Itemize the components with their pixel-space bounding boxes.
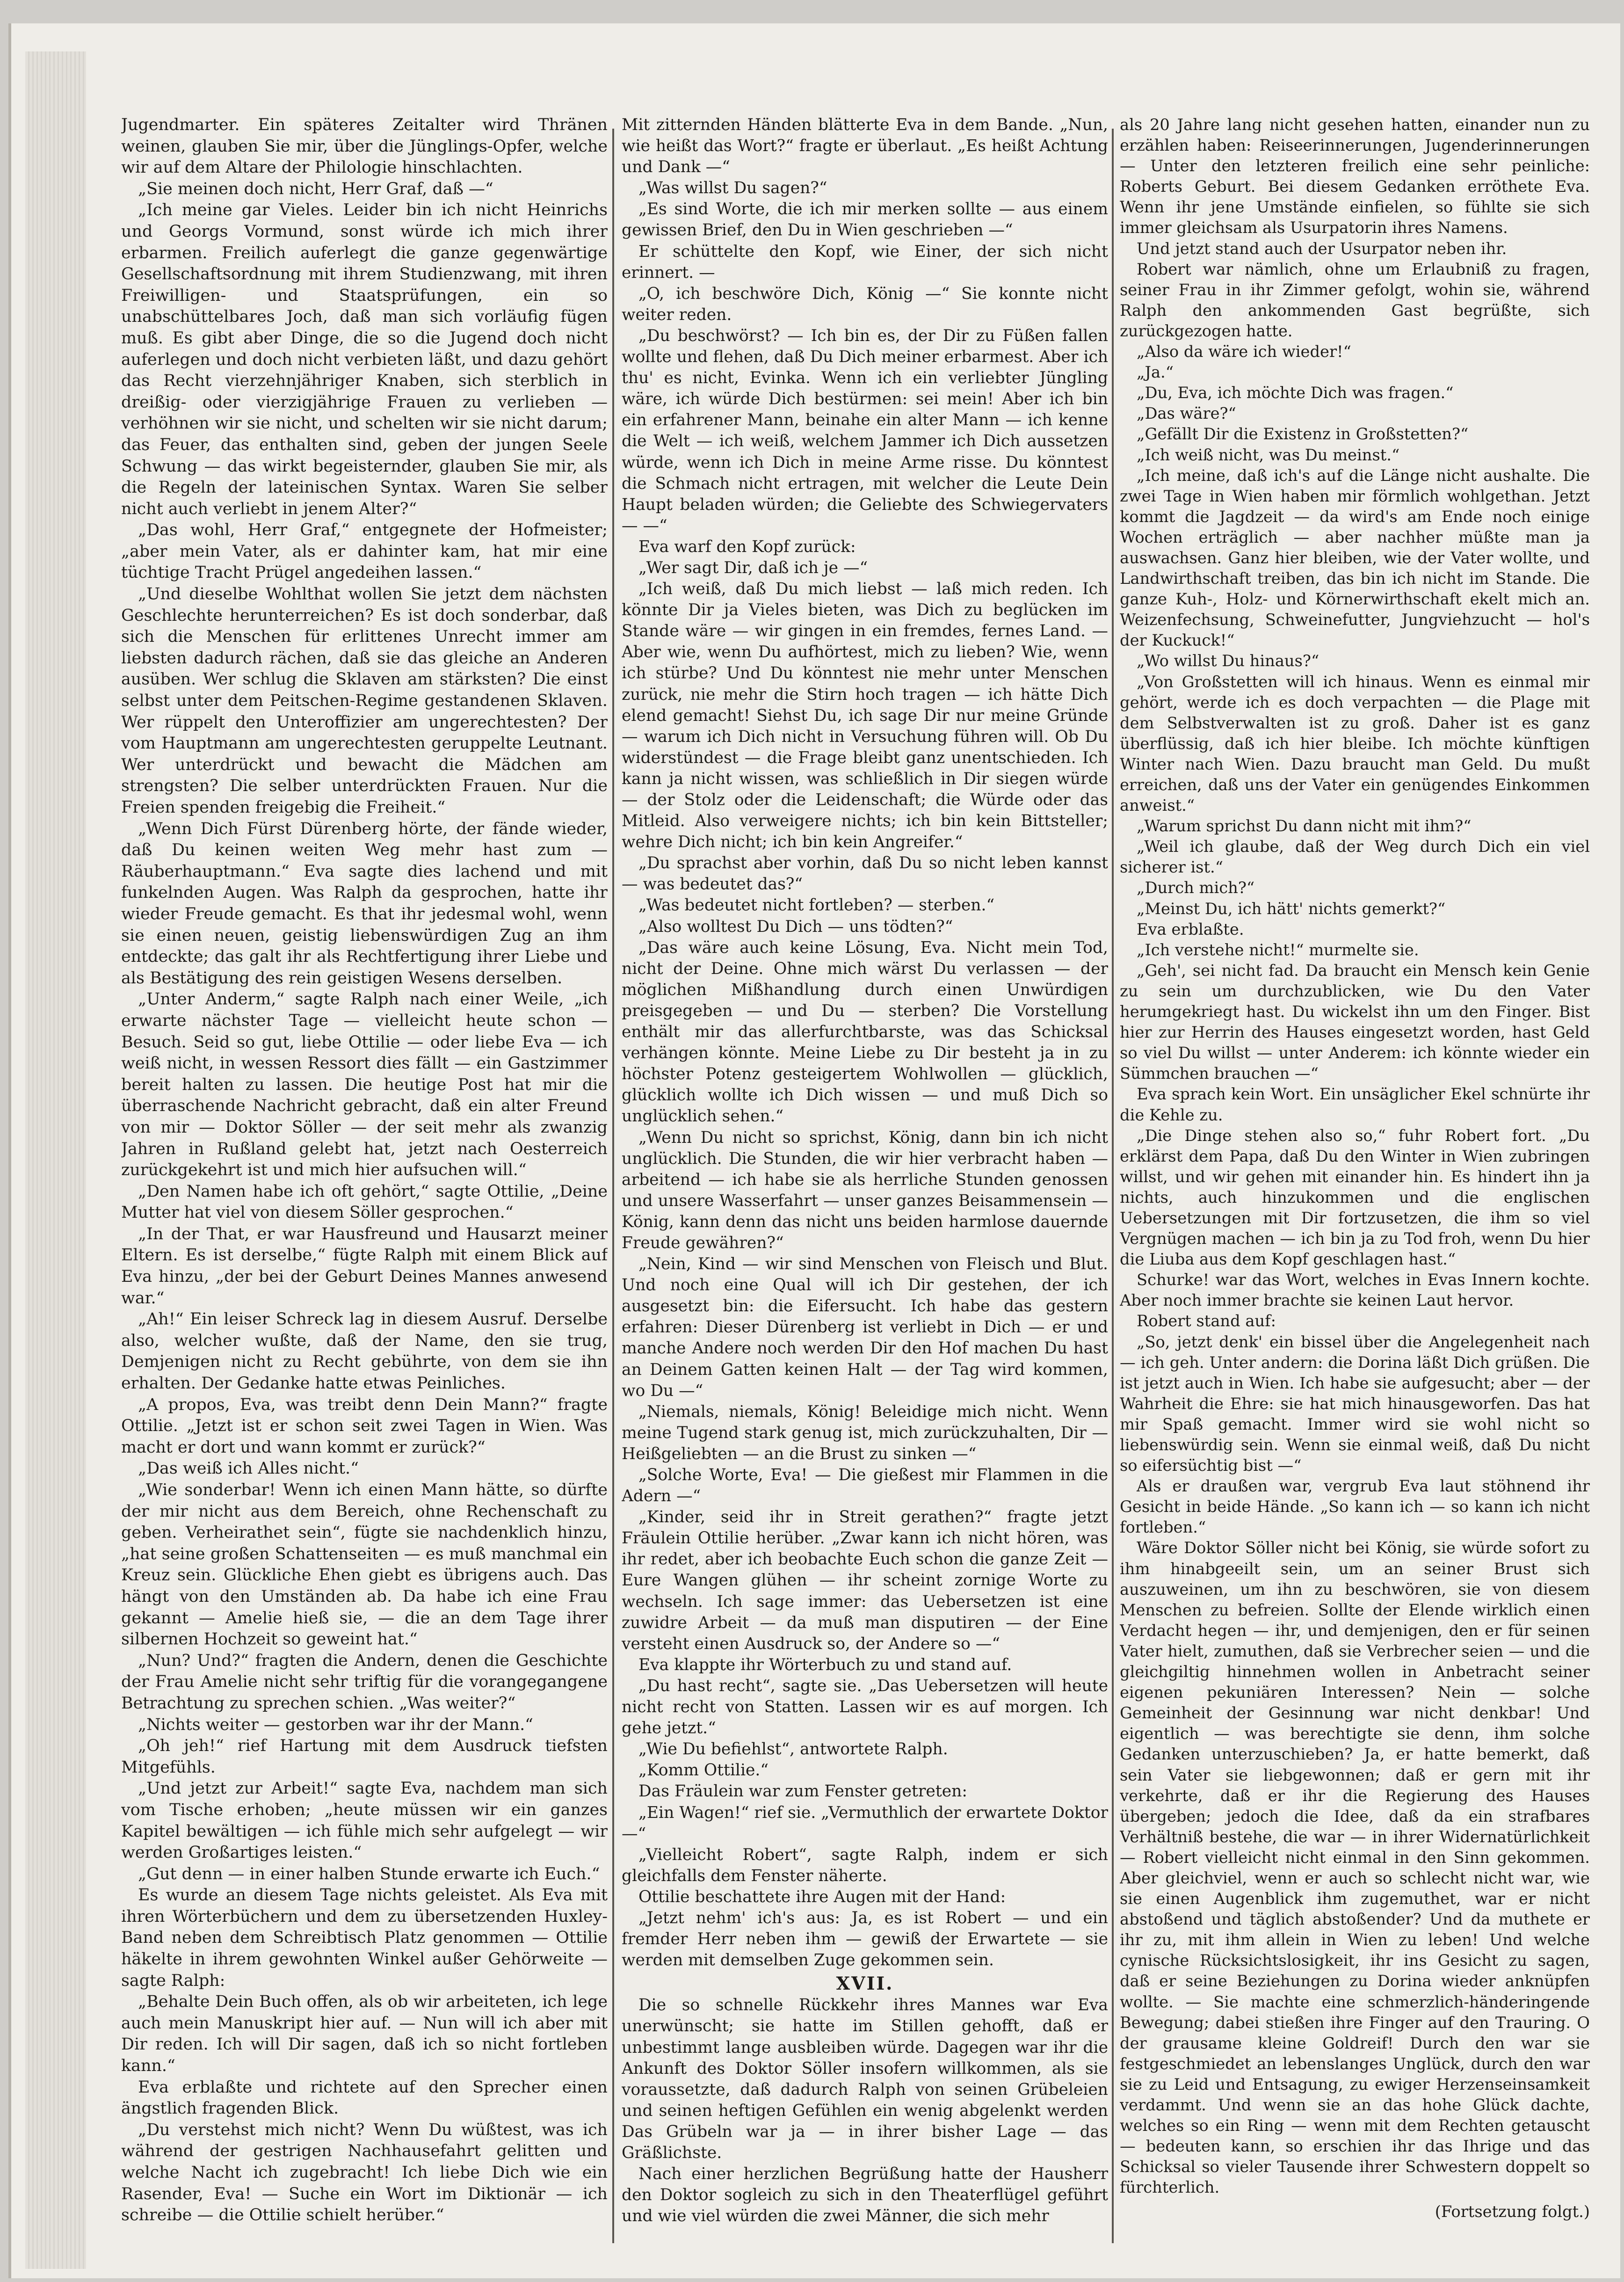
paragraph: Eva erblaßte und richtete auf den Sprecher einen ängstlich fragenden Blick.	[121, 2078, 608, 2118]
paragraph: „Nein, Kind — wir sind Menschen von Fleisch und Blut. Und noch eine Qual will ich Dir gestehen, der ich ausgesetzt bin: die Eifersucht. Ich habe das gestern erfahren: Dieser Dürenberg ist verliebt in Dich — er und manche Andere noch werden Dir den Hof machen Du hast an Deinem Gatten keinen Halt — der Tag wird kommen, wo Du —“	[622, 1255, 1108, 1400]
paragraph: „Komm Ottilie.“	[638, 1761, 769, 1780]
paragraph: „Du, Eva, ich möchte Dich was fragen.“	[1137, 384, 1454, 402]
paragraph: „Jetzt nehm' ich's aus: Ja, es ist Robert — und ein fremder Herr neben ihm — gewiß der Erwartete — sie werden mit demselben Zuge gekommen sein.	[622, 1908, 1108, 1970]
paragraph: „Geh', sei nicht fad. Da braucht ein Mensch kein Genie zu sein um durchzublicken, wie Du den Vater herumgekriegt hast. Du wickelst ihn um den Finger. Bist hier zur Herrin des Hauses eingesetzt worden, hast Geld so viel Du willst — unter Anderem: ich könnte wieder ein Sümmchen brauchen —“	[1120, 961, 1590, 1083]
paragraph: Es wurde an diesem Tage nichts geleistet. Als Eva mit ihren Wörterbüchern und dem zu übersetzenden Huxley-Band neben dem Schreibtisch Platz genommen — Ottilie häkelte in ihrem gewohnten Winkel außer Gehörweite — sagte Ralph:	[121, 1886, 608, 1990]
text-column-2	[622, 115, 1108, 2243]
paragraph: „Das wäre?“	[1137, 404, 1236, 423]
paragraph: „Was willst Du sagen?“	[638, 179, 827, 198]
paragraph: „Ich weiß, daß Du mich liebst — laß mich reden. Ich könnte Dir ja Vieles bieten, was Dich zu beglücken im Stande wäre — wir gingen in ein fremdes, fernes Land. — Aber wie, wenn Du aufhörtest, mich zu lieben? Wie, wenn ich stürbe? Und Du könntest nie mehr unter Menschen zurück, nie mehr die Stirn hoch tragen — ich hätte Dich elend gemacht! Siehst Du, ich sage Dir nur meine Gründe — warum ich Dich nicht in Versuchung führen will. Ob Du widerstündest — die Frage bleibt ganz unentschieden. Ich kann ja nicht wissen, was schließlich in Dir siegen würde — der Stolz oder die Leidenschaft; die Würde oder das Mitleid. Also verweigere nichts; ich bin kein Bittsteller; wehre Dich nicht; ich bin kein Angreifer.“	[622, 580, 1108, 852]
paragraph: „Ich verstehe nicht!“ murmelte sie.	[1137, 940, 1419, 959]
paragraph: Nach einer herzlichen Begrüßung hatte der Hausherr den Doktor sogleich zu sich in den Theaterflügel geführt und wie viel würden die zwei Männer, die sich mehr	[622, 2165, 1108, 2226]
paragraph: „Kinder, seid ihr in Streit gerathen?“ fragte jetzt Fräulein Ottilie herüber. „Zwar kann ich nicht hören, was ihr redet, aber ich beobachte Euch schon die ganze Zeit — Eure Wangen glühen — ihr scheint zornige Worte zu wechseln. Ich sage immer: das Uebersetzen ist eine zuwidre Arbeit — da muß man disputiren — der Eine versteht einen Ausdruck so, der Andere so —“	[622, 1508, 1108, 1653]
paragraph: Eva erblaßte.	[1137, 920, 1244, 938]
paragraph: „Vielleicht Robert“, sagte Ralph, indem er sich gleichfalls dem Fenster näherte.	[622, 1845, 1108, 1885]
paragraph: Als er draußen war, vergrub Eva laut stöhnend ihr Gesicht in beide Hände. „So kann ich — so kann ich nicht fortleben.“	[1120, 1477, 1590, 1537]
paragraph: „Wie sonderbar! Wenn ich einen Mann hätte, so dürfte der mir nicht aus dem Bereich, ohne Rechenschaft zu geben. Verheirathet sein“, fügte sie nachdenklich hinzu, „hat seine großen Schattenseiten — es muß manchmal ein Kreuz sein. Glückliche Ehen giebt es übrigens auch. Das hängt von den Umständen ab. Da habe ich eine Frau gekannt — Amelie hieß sie, — die an dem Tage ihrer silbernen Hochzeit so geweint hat.“	[121, 1481, 608, 1649]
paragraph: Jugendmarter. Ein späteres Zeitalter wird Thränen weinen, glauben Sie mir, über die Jünglings-Opfer, welche wir auf dem Altare der Philologie hinschlachten.	[121, 116, 608, 177]
page-edge-stack	[25, 51, 86, 2269]
paragraph: „Also da wäre ich wieder!“	[1137, 342, 1351, 361]
paragraph: „Also wolltest Du Dich — uns tödten?“	[638, 917, 953, 936]
page-body	[112, 115, 1592, 2243]
paragraph: „Du beschwörst? — Ich bin es, der Dir zu Füßen fallen wollte und flehen, daß Du Dich meiner erbarmest. Aber ich thu' es nicht, Evinka. Wenn ich ein verliebter Jüngling wäre, ich würde Dich bestürmen: sei mein! Aber ich bin ein erfahrener Mann, beinahe ein alter Mann — ich kenne die Welt — ich weiß, welchem Jammer ich Dich aussetzen würde, wenn ich Dich in meine Arme risse. Du könntest die Schmach nicht ertragen, mit welcher die Leute Dein Haupt beladen würden; die Geliebte des Schwiegervaters — —“	[622, 326, 1108, 535]
continuation-note: (Fortsetzung folgt.)	[1435, 2202, 1590, 2221]
paragraph: „Wer sagt Dir, daß ich je —“	[638, 558, 868, 577]
column-divider	[612, 129, 614, 2243]
paragraph: „Es sind Worte, die ich mir merken sollte — aus einem gewissen Brief, den Du in Wien geschrieben —“	[622, 200, 1108, 240]
paragraph: „Ich weiß nicht, was Du meinst.“	[1137, 445, 1400, 464]
paragraph: „Wie Du befiehlst“, antwortete Ralph.	[638, 1740, 948, 1759]
paragraph: „Ich meine, daß ich's auf die Länge nicht aushalte. Die zwei Tage in Wien haben mir förmlich wohlgethan. Jetzt kommt die Jagdzeit — da wird's am Ende noch einige Wochen erträglich — aber nachher müßte man ja auswachsen. Ganz hier bleiben, wie der Vater wollte, und Landwirthschaft treiben, das bin ich nicht im Stande. Die ganze Kuh-, Holz- und Körnerwirthschaft ekelt mich an. Weizenfechsung, Schweinefutter, Jungviehzucht — hol's der Kuckuck!“	[1120, 466, 1590, 650]
paragraph: Mit zitternden Händen blätterte Eva in dem Bande. „Nun, wie heißt das Wort?“ fragte er überlaut. „Es heißt Achtung und Dank —“	[622, 116, 1108, 177]
paragraph: „Nichts weiter — gestorben war ihr der Mann.“	[138, 1715, 534, 1734]
text-column-1	[121, 115, 608, 2243]
paragraph: Wäre Doktor Söller nicht bei König, sie würde sofort zu ihm hinabgeeilt sein, um an seiner Brust sich auszuweinen, um ihn zu beschwören, sie von diesem Menschen zu befreien. Sollte der Elende wirklich einen Verdacht hegen — ihr, und demjenigen, den er für seinen Vater hielt, zumuthen, daß sie Verbrecher seien — und die gleichgiltig hinnehmen wollen in Anbetracht seiner eigenen pekuniären Interessen? Nein — solche Gemeinheit der Gesinnung war nicht denkbar! Und eigentlich — was berechtigte sie denn, ihm solche Gedanken unterzuschieben? Ja, er hatte bemerkt, daß sein Vater sie liebgewonnen; daß er gern mit ihr verkehrte, daß er ihr die Regierung des Hauses übergeben; jedoch die Idee, daß da ein strafbares Verhältniß bestehe, die war — in ihrer Widernatürlichkeit — Robert vielleicht nicht einmal in den Sinn gekommen. Aber gleichviel, wenn er auch so schlecht nicht war, wie sie einen Augenblick ihm zugemuthet, war er nicht abstoßend und täglich abstoßender? Und da muthete er ihr zu, mit ihm allein in Wien zu leben! Und welche cynische Rücksichtslosigkeit, ihr ins Gesicht zu sagen, daß er seine Beziehungen zu Dorina wieder anknüpfen wollte. — Sie machte eine schmerzlich-händeringende Bewegung; dabei stießen ihre Finger auf den Trauring. O der grausame kleine Goldreif! Durch den war sie festgeschmiedet an lebenslanges Unglück, durch den war sie zu Leid und Entsagung, zu ewiger Herzenseinsamkeit verdammt. Und wenn sie an das hohe Glück dachte, welches so ein Ring — wenn mit dem Rechten getauscht — bedeuten kann, so erschien ihr das Ihrige und das Schicksal so vieler Tausende ihrer Schwestern doppelt so fürchterlich.	[1120, 1539, 1590, 2197]
paragraph: „Du hast recht“, sagte sie. „Das Uebersetzen will heute nicht recht von Statten. Lassen wir es auf morgen. Ich gehe jetzt.“	[622, 1676, 1108, 1738]
paragraph: „Ah!“ Ein leiser Schreck lag in diesem Ausruf. Derselbe also, welcher wußte, daß der Name, den sie trug, Demjenigen nicht zu Recht gebührte, von dem sie ihn erhalten. Der Gedanke hatte etwas Peinliches.	[121, 1310, 608, 1393]
paragraph: „Nun? Und?“ fragten die Andern, denen die Geschichte der Frau Amelie nicht sehr triftig für die vorangegangene Betrachtung zu sprechen schien. „Was weiter?“	[121, 1651, 608, 1713]
paragraph: Robert stand auf:	[1137, 1312, 1276, 1330]
chapter-heading: XVII.	[836, 1973, 894, 1994]
paragraph: „So, jetzt denk' ein bissel über die Angelegenheit nach — ich geh. Unter andern: die Dorina läßt Dich grüßen. Die ist jetzt auch in Wien. Ich habe sie aufgesucht; aber — der Wahrheit die Ehre: sie hat mich hinausgeworfen. Das hat mir Spaß gemacht. Immer wird sie wohl nicht so liebenswürdig sein. Wenn sie einmal weiß, daß Du nicht so eifersüchtig bist —“	[1120, 1332, 1590, 1475]
paragraph: „In der That, er war Hausfreund und Hausarzt meiner Eltern. Es ist derselbe,“ fügte Ralph mit einem Blick auf Eva hinzu, „der bei der Geburt Deines Mannes anwesend war.“	[121, 1224, 608, 1308]
paragraph: Eva warf den Kopf zurück:	[638, 537, 856, 556]
paragraph: „Wo willst Du hinaus?“	[1137, 652, 1320, 670]
paragraph: „Wenn Du nicht so sprichst, König, dann bin ich nicht unglücklich. Die Stunden, die wir hier verbracht haben — arbeitend — ich habe sie als herrliche Stunden genossen und unsere Wasserfahrt — unser ganzes Beisammensein — König, kann denn das nicht uns beiden harmlose dauernde Freude gewähren?“	[622, 1128, 1108, 1252]
paragraph: „Das weiß ich Alles nicht.“	[138, 1459, 359, 1478]
paragraph: „O, ich beschwöre Dich, König —“ Sie konnte nicht weiter reden.	[622, 284, 1108, 324]
paragraph: „Meinst Du, ich hätt' nichts gemerkt?“	[1137, 899, 1446, 918]
paragraph: „Behalte Dein Buch offen, als ob wir arbeiteten, ich lege auch mein Manuskript hier auf. — Nun will ich aber mit Dir reden. Ich will Dir sagen, daß ich so nicht fortleben kann.“	[121, 1992, 608, 2076]
paragraph: „Gefällt Dir die Existenz in Großstetten?“	[1137, 425, 1469, 443]
paragraph: „Oh jeh!“ rief Hartung mit dem Ausdruck tiefsten Mitgefühls.	[121, 1737, 608, 1777]
paragraph: „Das wohl, Herr Graf,“ entgegnete der Hofmeister; „aber mein Vater, als er dahinter kam, hat mir eine tüchtige Tracht Prügel angedeihen lassen.“	[121, 521, 608, 582]
paragraph: „Was bedeutet nicht fortleben? — sterben.“	[638, 896, 995, 915]
paragraph: „Den Namen habe ich oft gehört,“ sagte Ottilie, „Deine Mutter hat viel von diesem Söller gesprochen.“	[121, 1182, 608, 1222]
paragraph: „Weil ich glaube, daß der Weg durch Dich ein viel sicherer ist.“	[1120, 837, 1590, 877]
paragraph: „Die Dinge stehen also so,“ fuhr Robert fort. „Du erklärst dem Papa, daß Du den Winter in Wien zubringen willst, und wir gehen mit einander hin. Es hindert ihn ja nichts, auch hinzukommen und die englischen Uebersetzungen mit Dir fortzusetzen, die ihm so viel Vergnügen machen — ich bin ja zu Tod froh, wenn Du hier die Liuba aus dem Kopf geschlagen hast.“	[1120, 1126, 1590, 1269]
paragraph: Eva sprach kein Wort. Ein unsäglicher Ekel schnürte ihr die Kehle zu.	[1120, 1085, 1590, 1124]
paragraph: Er schüttelte den Kopf, wie Einer, der sich nicht erinnert. —	[622, 242, 1108, 282]
paragraph: Ottilie beschattete ihre Augen mit der Hand:	[638, 1887, 1006, 1906]
paragraph: „Ja.“	[1137, 363, 1174, 382]
paragraph: „Ich meine gar Vieles. Leider bin ich nicht Heinrichs und Georgs Vormund, sonst würde ich mich ihrer erbarmen. Freilich auferlegt die ganze gegenwärtige Gesellschaftsordnung mit ihrem Studienzwang, mit ihren Freiwilligen- und Staatsprüfungen, ein so unabschüttelbares Joch, daß man sich vorläufig fügen muß. Es gibt aber Dinge, die so die Jugend doch nicht auferlegen und doch nicht verbieten läßt, und dazu gehört das Recht vierzehnjähriger Knaben, sich sterblich in dreißig- oder vierzigjährige Frauen zu verlieben — verhöhnen wir sie nicht, und schelten wir sie nicht darum; das Feuer, das enthalten sind, geben der jungen Seele Schwung — das wirkt begeisternder, glauben Sie mir, als die Regeln der lateinischen Syntax. Waren Sie selber nicht auch verliebt in jenem Alter?“	[121, 201, 608, 518]
paragraph: „Gut denn — in einer halben Stunde erwarte ich Euch.“	[138, 1864, 600, 1883]
paragraph: Das Fräulein war zum Fenster getreten:	[638, 1782, 967, 1801]
paragraph: Die so schnelle Rückkehr ihres Mannes war Eva unerwünscht; sie hatte im Stillen gehofft, daß er unbestimmt lange ausbleiben würde. Dagegen war ihr die Ankunft des Doktor Söller insofern willkommen, als sie voraussetzte, daß dadurch Ralph von seinen Grübeleien und seinen heftigen Gefühlen ein wenig abgelenkt werden Das Grübeln war ja — in ihrer bisher Lage — das Gräßlichste.	[622, 1996, 1108, 2162]
paragraph: „Solche Worte, Eva! — Die gießest mir Flammen in die Adern —“	[622, 1466, 1108, 1506]
paragraph: „A propos, Eva, was treibt denn Dein Mann?“ fragte Ottilie. „Jetzt ist er schon seit zwei Tagen in Wien. Was macht er dort und wann kommt er zurück?“	[121, 1395, 608, 1457]
paragraph: „Unter Anderm,“ sagte Ralph nach einer Weile, „ich erwarte nächster Tage — vielleicht heute schon — Besuch. Seid so gut, liebe Ottilie — oder liebe Eva — ich weiß nicht, in wessen Ressort dies fällt — ein Gastzimmer bereit halten zu lassen. Die heutige Post hat mir die überraschende Nachricht gebracht, daß ein alter Freund von mir — Doktor Söller — der seit mehr als zwanzig Jahren in Rußland gelebt hat, jetzt nach Oesterreich zurückgekehrt ist und mich hier aufsuchen will.“	[121, 990, 608, 1180]
paragraph: „Du verstehst mich nicht? Wenn Du wüßtest, was ich während der gestrigen Nachhausefahrt gelitten und welche Nacht ich zugebracht! Ich liebe Dich wie ein Rasender, Eva! — Suche ein Wort im Diktionär — ich schreibe — die Ottilie schielt herüber.“	[121, 2120, 608, 2225]
paragraph: Und jetzt stand auch der Usurpator neben ihr.	[1137, 239, 1507, 258]
paragraph: „Ein Wagen!“ rief sie. „Vermuthlich der erwartete Doktor —“	[622, 1803, 1108, 1843]
text-column-3	[1120, 115, 1590, 2243]
paragraph: „Von Großstetten will ich hinaus. Wenn es einmal mir gehört, werde ich es doch verpachten — die Plage mit dem Selbstverwalten ist zu groß. Daher ist es ganz überflüssig, daß ich hier bleibe. Ich möchte künftigen Winter nach Wien. Dazu braucht man Geld. Du mußt erreichen, daß uns der Vater ein genügendes Einkommen anweist.“	[1120, 672, 1590, 815]
paragraph: „Sie meinen doch nicht, Herr Graf, daß —“	[138, 179, 493, 198]
paragraph: „Durch mich?“	[1137, 879, 1255, 897]
paragraph: Schurke! war das Wort, welches in Evas Innern kochte. Aber noch immer brachte sie keinen Laut hervor.	[1120, 1271, 1590, 1310]
newspaper-sheet	[8, 23, 1620, 2278]
paragraph: als 20 Jahre lang nicht gesehen hatten, einander nun zu erzählen haben: Reiseerinnerungen, Jugenderinnerungen — Unter den letzteren freilich eine sehr peinliche: Roberts Geburt. Bei diesem Gedanken erröthete Eva. Wenn ihr jene Umstände einfielen, so fühlte sie sich immer gleichsam als Usurpatorin ihres Namens.	[1120, 116, 1590, 237]
paragraph: „Und jetzt zur Arbeit!“ sagte Eva, nachdem man sich vom Tische erhoben; „heute müssen wir ein ganzes Kapitel bewältigen — ich fühle mich sehr aufgelegt — wir werden Großartiges leisten.“	[121, 1779, 608, 1862]
paragraph: „Du sprachst aber vorhin, daß Du so nicht leben kannst — was bedeutet das?“	[622, 854, 1108, 894]
paragraph: Robert war nämlich, ohne um Erlaubniß zu fragen, seiner Frau in ihr Zimmer gefolgt, wohin sie, während Ralph den ankommenden Gast begrüßte, sich zurückgezogen hatte.	[1120, 260, 1590, 340]
paragraph: „Warum sprichst Du dann nicht mit ihm?“	[1137, 817, 1472, 836]
paragraph: „Wenn Dich Fürst Dürenberg hörte, der fände wieder, daß Du keinen weiten Weg mehr hast zum — Räuberhauptmann.“ Eva sagte dies lachend und mit funkelnden Augen. Was Ralph da gesprochen, hatte ihr wieder Freude gemacht. Es that ihr jedesmal wohl, wenn sie einen neuen, geistig liebenswürdigen Zug an ihm entdeckte; das galt ihr als Rechtfertigung ihrer Liebe und als Bestätigung des rein geistigen Wesens derselben.	[121, 819, 608, 988]
paragraph: „Das wäre auch keine Lösung, Eva. Nicht mein Tod, nicht der Deine. Ohne mich wärst Du verlassen — der möglichen Mißhandlung durch einen Unwürdigen preisgegeben — und Du — sterben? Die Vorstellung enthält mir das allerfurchtbarste, was das Schicksal verhängen könnte. Meine Liebe zu Dir besteht ja in zu höchster Potenz gesteigertem Wohlwollen — glücklich, glücklich wollte ich Dich wissen — und muß Dich so unglücklich sehen.“	[622, 938, 1108, 1126]
paragraph: Eva klappte ihr Wörterbuch zu und stand auf.	[638, 1655, 1012, 1674]
paragraph: „Niemals, niemals, König! Beleidige mich nicht. Wenn meine Tugend stark genug ist, mich zurückzuhalten, Dir — Heißgeliebten — an die Brust zu sinken —“	[622, 1402, 1108, 1463]
paragraph: „Und dieselbe Wohlthat wollen Sie jetzt dem nächsten Geschlechte herunterreichen? Es ist doch sonderbar, daß sich die Menschen für erlittenes Unrecht immer am liebsten dadurch rächen, daß sie das gleiche an Anderen ausüben. Wer schlug die Sklaven am stärksten? Die einst selbst unter dem Peitschen-Regime gestandenen Sklaven. Wer rüppelt den Unteroffizier am ungerechtesten? Der vom Hauptmann am ungerechtesten geruppelte Leutnant. Wer unterdrückt und bewacht die Mädchen am strengsten? Die selber unterdrückten Frauen. Nur die Freien spenden freigebig die Freiheit.“	[121, 585, 608, 817]
column-divider	[1112, 129, 1114, 2243]
